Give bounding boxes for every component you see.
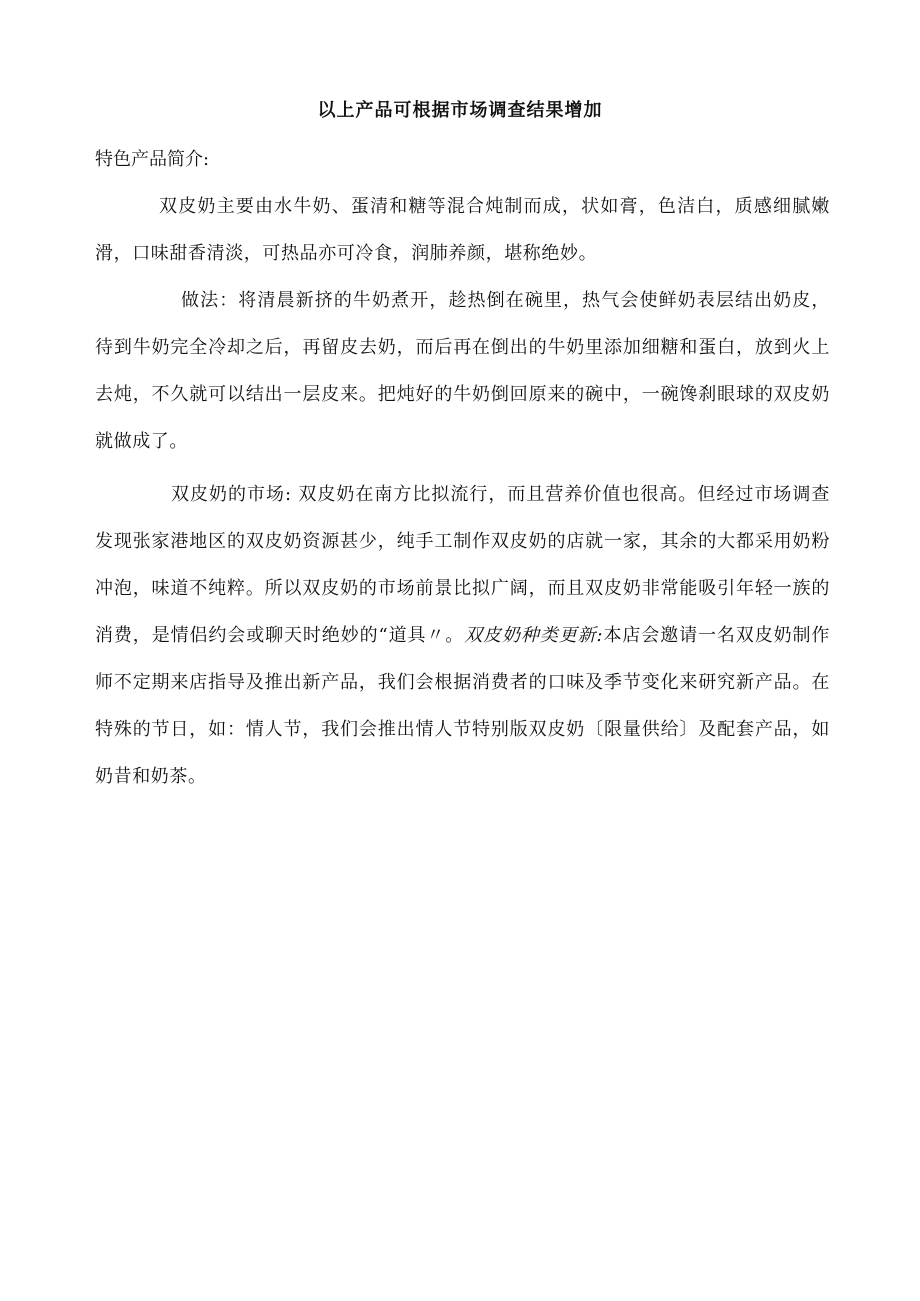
paragraph-intro: 双皮奶主要由水牛奶、蛋清和糖等混合炖制而成，状如膏，色洁白，质感细腻嫩滑，口味甜香清淡，可热品亦可冷食，润肺养颜，堪称绝妙。 xyxy=(95,196,830,264)
document-title: 以上产品可根据市场调查结果增加 xyxy=(317,100,603,121)
market-text-part1: 双皮奶的市场: 双皮奶在南方比拟流行，而且营养价值也很高。但经过市场调查发现张家港地区的双皮奶资源甚少，纯手工制作双皮奶的店就一家，其余的大都采用奶粉冲泡，味道不纯粹。所以双皮奶的市场前景比拟广阔，而且双皮奶非常能吸引年轻一族的消费，是情侣约会或聊天时绝妙的“道具〃。 xyxy=(95,484,830,646)
section-heading: 特色产品简介: xyxy=(95,149,210,170)
paragraph-method: 做法：将清晨新挤的牛奶煮开，趁热倒在碗里，热气会使鲜奶表层结出奶皮，待到牛奶完全冷却之后，再留皮去奶，而后再在倒出的牛奶里添加细糖和蛋白，放到火上去炖，不久就可以结出一层皮来。把炖好的牛奶倒回原来的碗中，一碗馋刹眼球的双皮奶就做成了。 xyxy=(95,290,830,452)
market-text-part2: 本店会邀请一名双皮奶制作师不定期来店指导及推出新产品，我们会根据消费者的口味及季节变化来研究新产品。在特殊的节日，如：情人节，我们会推出情人节特别版双皮奶〔限量供给〕及配套产品，如奶昔和奶茶。 xyxy=(95,625,830,787)
market-italic-heading: 双皮奶种类更新: xyxy=(464,625,604,646)
paragraph-market xyxy=(95,471,830,800)
